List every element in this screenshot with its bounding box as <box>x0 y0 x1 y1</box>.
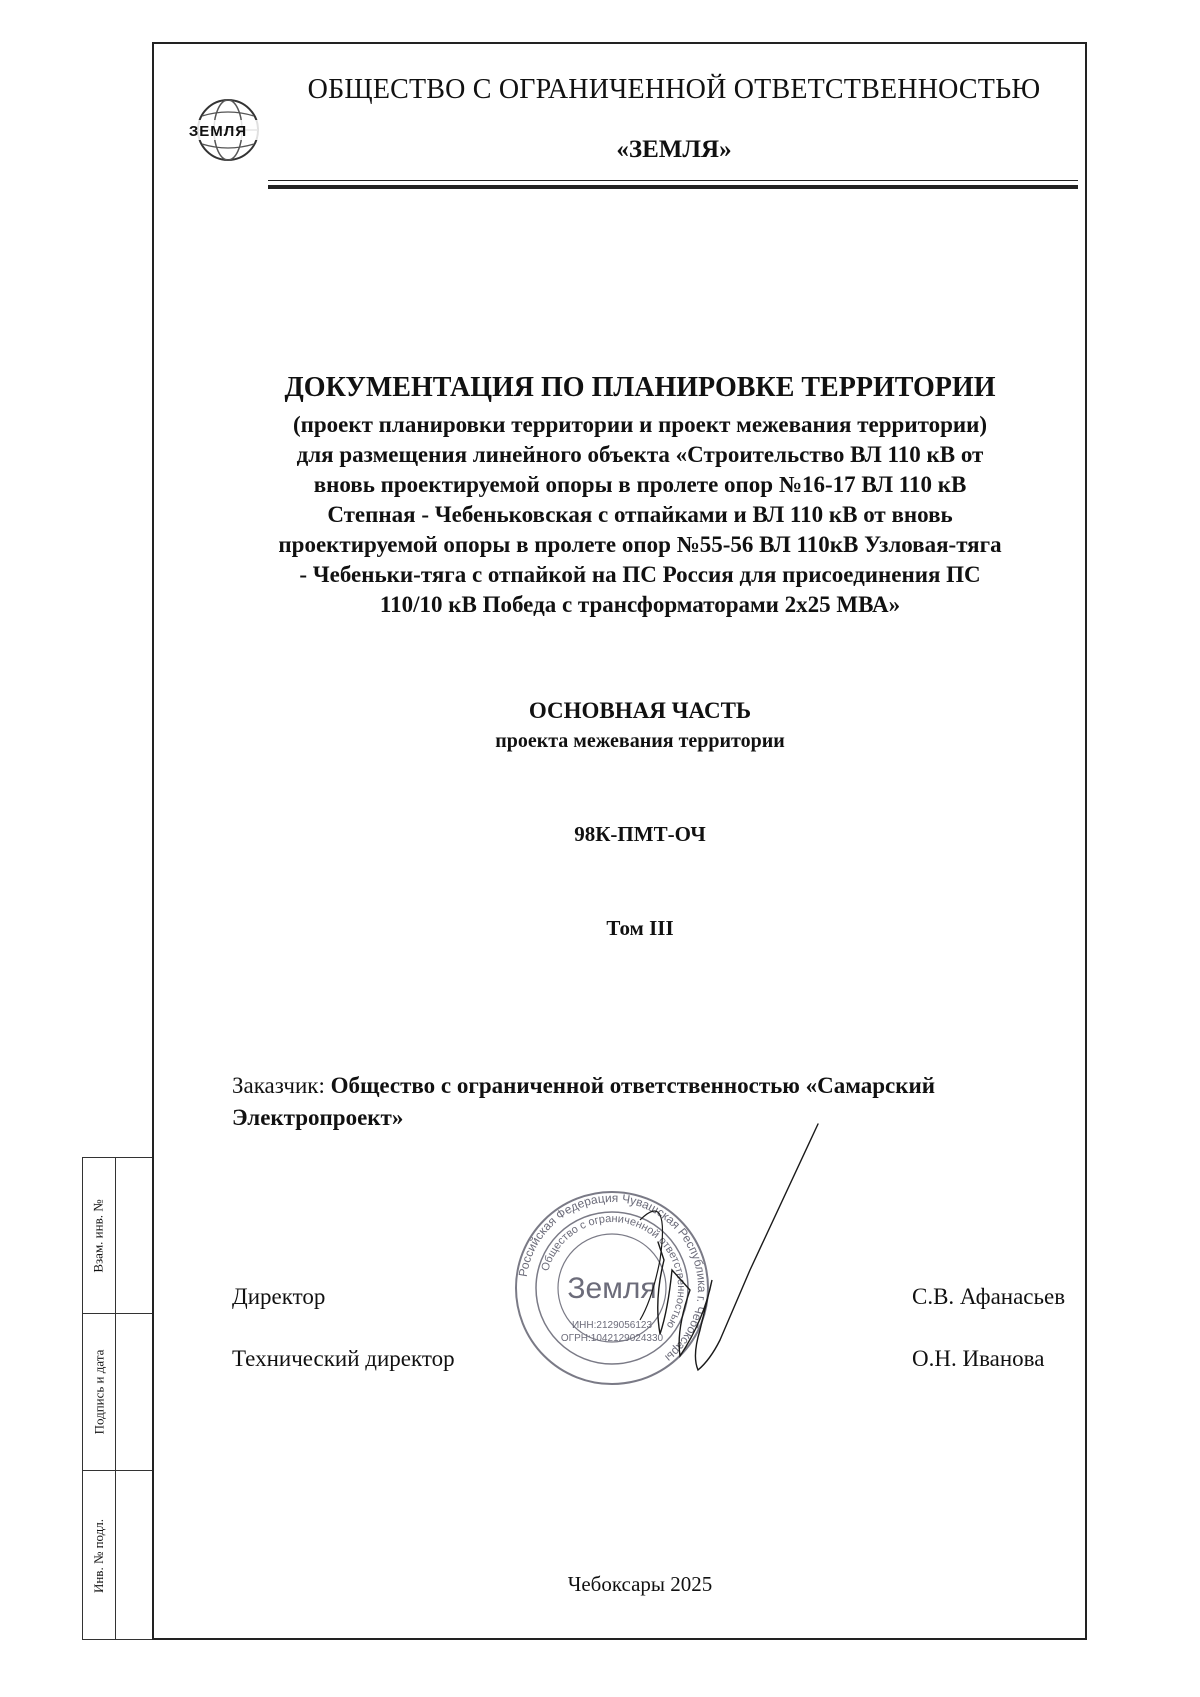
strip-label-inventory <box>83 1470 115 1641</box>
signature-role-director: Директор <box>232 1284 326 1309</box>
strip-value-column <box>115 1158 152 1639</box>
signature-role-technical-director: Технический директор <box>232 1346 455 1371</box>
stamp-inner-text: Общество с ограниченной ответственностью <box>539 1212 688 1331</box>
organization-short-name: «ЗЕМЛЯ» <box>616 136 732 163</box>
document-code: 98К-ПМТ-ОЧ <box>574 822 706 846</box>
strip-label-signature-text: Подпись и дата <box>91 1349 107 1434</box>
city-year: Чебоксары 2025 <box>567 1572 713 1596</box>
stamp-inn: ИНН:2129056123 <box>571 1320 653 1331</box>
subtitle-line: проектируемой опоры в пролете опор №55-56 ВЛ 110кВ Узловая-тяга <box>278 532 1002 557</box>
stamp-ogrn: ОГРН:1042129024330 <box>560 1333 664 1344</box>
subtitle-line: вновь проектируемой опоры в пролете опор №16-17 ВЛ 110 кВ <box>313 472 967 497</box>
strip-label-signature <box>83 1313 115 1470</box>
strip-label-replacement <box>83 1158 115 1313</box>
customer-name-line1: Общество с ограниченной ответственностью «Самарский <box>330 1073 936 1098</box>
stamp-center-text: Земля <box>567 1272 657 1305</box>
subtitle-line: 110/10 кВ Победа с трансформаторами 2х25 МВА» <box>379 592 901 617</box>
handwritten-signature <box>600 1120 840 1380</box>
section-title: ОСНОВНАЯ ЧАСТЬ <box>528 698 752 723</box>
subtitle-line: - Чебеньки-тяга с отпайкой на ПС Россия для присоединения ПС <box>299 562 981 587</box>
globe-logo-icon <box>168 78 268 182</box>
header-rule-thick <box>268 185 1078 189</box>
volume-number: Том III <box>606 916 674 940</box>
strip-label-inventory-text: Инв. № подл. <box>91 1518 107 1593</box>
signature-name-technical-director: О.Н. Иванова <box>912 1346 1045 1371</box>
customer-name-line2: Электропроект» <box>232 1105 404 1130</box>
document-title: ДОКУМЕНТАЦИЯ ПО ПЛАНИРОВКЕ ТЕРРИТОРИИ <box>284 372 996 403</box>
section-subtitle: проекта межевания территории <box>495 730 785 752</box>
subtitle-line: (проект планировки территории и проект межевания территории) <box>292 412 988 437</box>
subtitle-line: Степная - Чебеньковская с отпайками и ВЛ 110 кВ от вновь <box>327 502 953 527</box>
document-subtitle <box>200 410 1080 620</box>
signature-name-director: С.В. Афанасьев <box>912 1284 1066 1309</box>
strip-label-replacement-text: Взам. инв. № <box>91 1198 107 1273</box>
logo-text: ЗЕМЛЯ <box>188 123 248 140</box>
subtitle-line: для размещения линейного объекта «Строительство ВЛ 110 кВ от <box>296 442 984 467</box>
customer-label: Заказчик: <box>232 1073 325 1098</box>
stamp-outer-text: Российская Федерация Чувашская Республика г. Чебоксары <box>515 1190 710 1365</box>
margin-stamp-strip <box>82 1157 152 1640</box>
header-rule-thin <box>268 180 1078 181</box>
organization-name: ОБЩЕСТВО С ОГРАНИЧЕННОЙ ОТВЕТСТВЕННОСТЬЮ <box>307 74 1041 105</box>
